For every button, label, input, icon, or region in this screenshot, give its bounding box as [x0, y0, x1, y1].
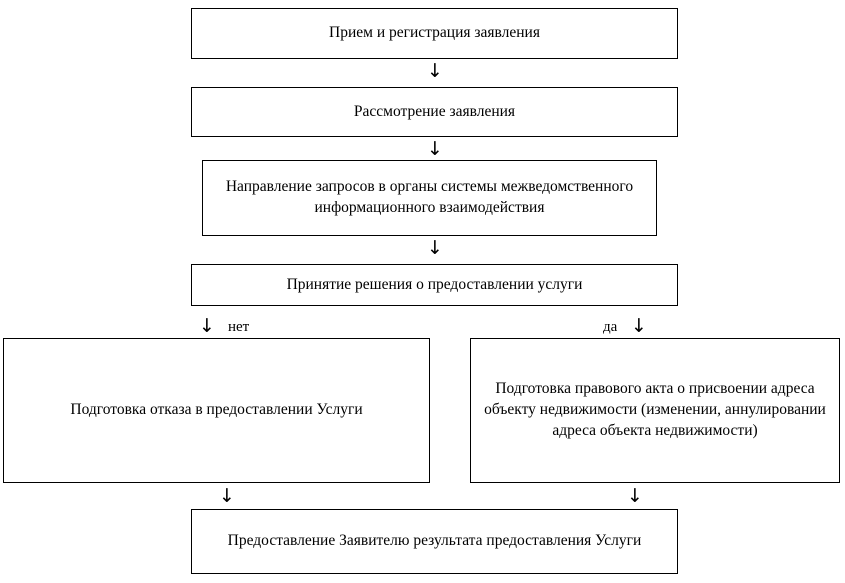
node-refusal-preparation — [3, 338, 430, 483]
node-label: Подготовка отказа в предоставлении Услуги — [70, 401, 363, 419]
arrow-down-3: ↓ — [427, 237, 443, 259]
node-result-delivery — [191, 509, 678, 574]
arrow-down-yes-branch: ↓ — [631, 315, 647, 337]
branch-label-no: нет — [228, 319, 250, 335]
node-label: Подготовка правового акта о присвоении адреса объекту недвижимости (изменении, аннулировании адреса объекта недвижимости) — [484, 380, 826, 439]
arrow-down-4: ↓ — [219, 485, 235, 507]
node-label: Рассмотрение заявления — [353, 102, 516, 120]
arrow-down-5: ↓ — [627, 485, 643, 507]
node-legal-act-preparation — [470, 338, 840, 483]
node-application-intake — [191, 8, 678, 59]
node-label: Направление запросов в органы системы межведомственного информационного взаимодействия — [225, 178, 634, 216]
arrow-down-1: ↓ — [427, 60, 443, 82]
node-label: Прием и регистрация заявления — [329, 24, 540, 42]
branch-label-yes: да — [603, 319, 618, 335]
node-label: Принятие решения о предоставлении услуги — [286, 275, 583, 293]
node-application-review — [191, 87, 678, 137]
node-service-decision — [191, 264, 678, 306]
arrow-down-no-branch: ↓ — [199, 315, 215, 337]
node-interagency-requests — [202, 160, 657, 236]
node-label: Предоставление Заявителю результата предоставления Услуги — [227, 532, 642, 550]
arrow-down-2: ↓ — [427, 138, 443, 160]
